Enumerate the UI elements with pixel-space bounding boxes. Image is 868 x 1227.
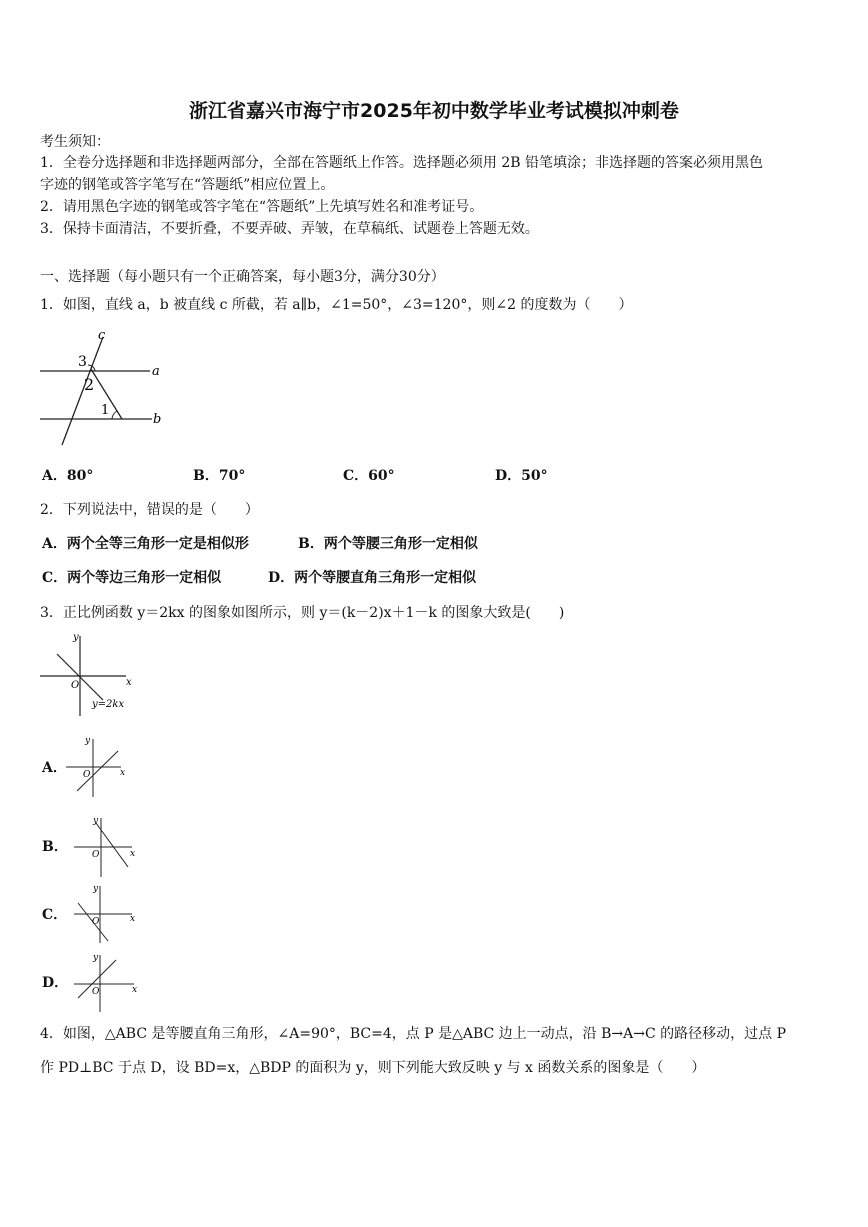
option-a-graph[interactable]: [66, 735, 128, 801]
x-axis-label: x: [126, 677, 132, 688]
question-4-stem: 4．如图，△ABC 是等腰直角三角形，∠A=90°，BC=4，点 P 是△ABC 边上一动点，沿 B→A→C 的路径移动，过点 P: [40, 1026, 787, 1042]
angle-1-label: 1: [101, 403, 110, 418]
option-d[interactable]: D．两个等腰直角三角形一定相似: [268, 570, 477, 586]
line-c-label: c: [98, 328, 106, 343]
option-b[interactable]: B．两个等腰三角形一定相似: [298, 536, 478, 552]
option-d[interactable]: D．: [42, 975, 69, 991]
question-4-stem-cont: 作 PD⊥BC 于点 D，设 BD=x，△BDP 的面积为 y，则下列能大致反映 y 与 x 函数关系的图象是（ ）: [40, 1060, 706, 1076]
svg-text:x: x: [120, 768, 126, 778]
option-a[interactable]: A．两个全等三角形一定是相似形: [42, 536, 249, 552]
function-label: y=2kx: [92, 699, 125, 710]
svg-text:O: O: [92, 987, 100, 997]
svg-text:y: y: [93, 884, 99, 894]
svg-text:O: O: [92, 917, 100, 927]
origin-label: O: [71, 680, 80, 691]
option-b-graph[interactable]: [74, 815, 138, 881]
svg-text:x: x: [132, 985, 138, 995]
notice-item: 1．全卷分选择题和非选择题两部分，全部在答题纸上作答。选择题必须用 2B 铅笔填涂；非选择题的答案必须用黑色: [40, 155, 763, 171]
option-c-graph[interactable]: [74, 883, 138, 945]
line-b-label: b: [153, 412, 162, 427]
notice-heading: 考生须知：: [40, 134, 110, 150]
svg-text:y: y: [93, 953, 99, 963]
svg-text:O: O: [83, 770, 91, 780]
question-3-figure: [40, 630, 140, 718]
angle-3-label: 3: [78, 354, 87, 370]
question-3-stem: 3．正比例函数 y＝2kx 的图象如图所示，则 y＝(k－2)x＋1－k 的图象大致是( ): [40, 605, 565, 621]
option-d-graph[interactable]: [74, 952, 138, 1014]
angle-2-label: 2: [84, 375, 95, 394]
notice-item: 2．请用黑色字迹的钢笔或答字笔在“答题纸”上先填写姓名和准考证号。: [40, 199, 484, 215]
option-c[interactable]: C．60°: [343, 468, 395, 484]
option-b[interactable]: B．: [42, 839, 68, 855]
notice-item: 字迹的钢笔或答字笔写在“答题纸”相应位置上。: [40, 177, 335, 193]
y-axis-label: y: [73, 632, 79, 643]
svg-text:O: O: [92, 850, 100, 860]
question-1-stem: 1．如图，直线 a，b 被直线 c 所截，若 a∥b，∠1=50°，∠3=120°，则∠2 的度数为（ ）: [40, 297, 633, 313]
notice-item: 3．保持卡面清洁，不要折叠，不要弄破、弄皱，在草稿纸、试题卷上答题无效。: [40, 221, 539, 237]
option-c[interactable]: C．: [42, 907, 68, 923]
svg-text:y: y: [85, 736, 91, 746]
page-title: 浙江省嘉兴市海宁市2025年初中数学毕业考试模拟冲刺卷: [189, 100, 679, 122]
question-2-stem: 2．下列说法中，错误的是（ ）: [40, 502, 259, 518]
svg-text:x: x: [130, 914, 136, 924]
svg-text:x: x: [130, 849, 136, 859]
question-1-figure: [40, 325, 170, 450]
svg-text:y: y: [93, 816, 99, 826]
section-heading: 一、选择题（每小题只有一个正确答案，每小题3分，满分30分）: [40, 269, 445, 285]
option-c[interactable]: C．两个等边三角形一定相似: [42, 570, 222, 586]
option-a[interactable]: A．: [42, 760, 67, 776]
option-d[interactable]: D．50°: [495, 468, 548, 484]
option-b[interactable]: B．70°: [193, 468, 246, 484]
line-a-label: a: [152, 364, 160, 379]
option-a[interactable]: A．80°: [42, 468, 94, 484]
